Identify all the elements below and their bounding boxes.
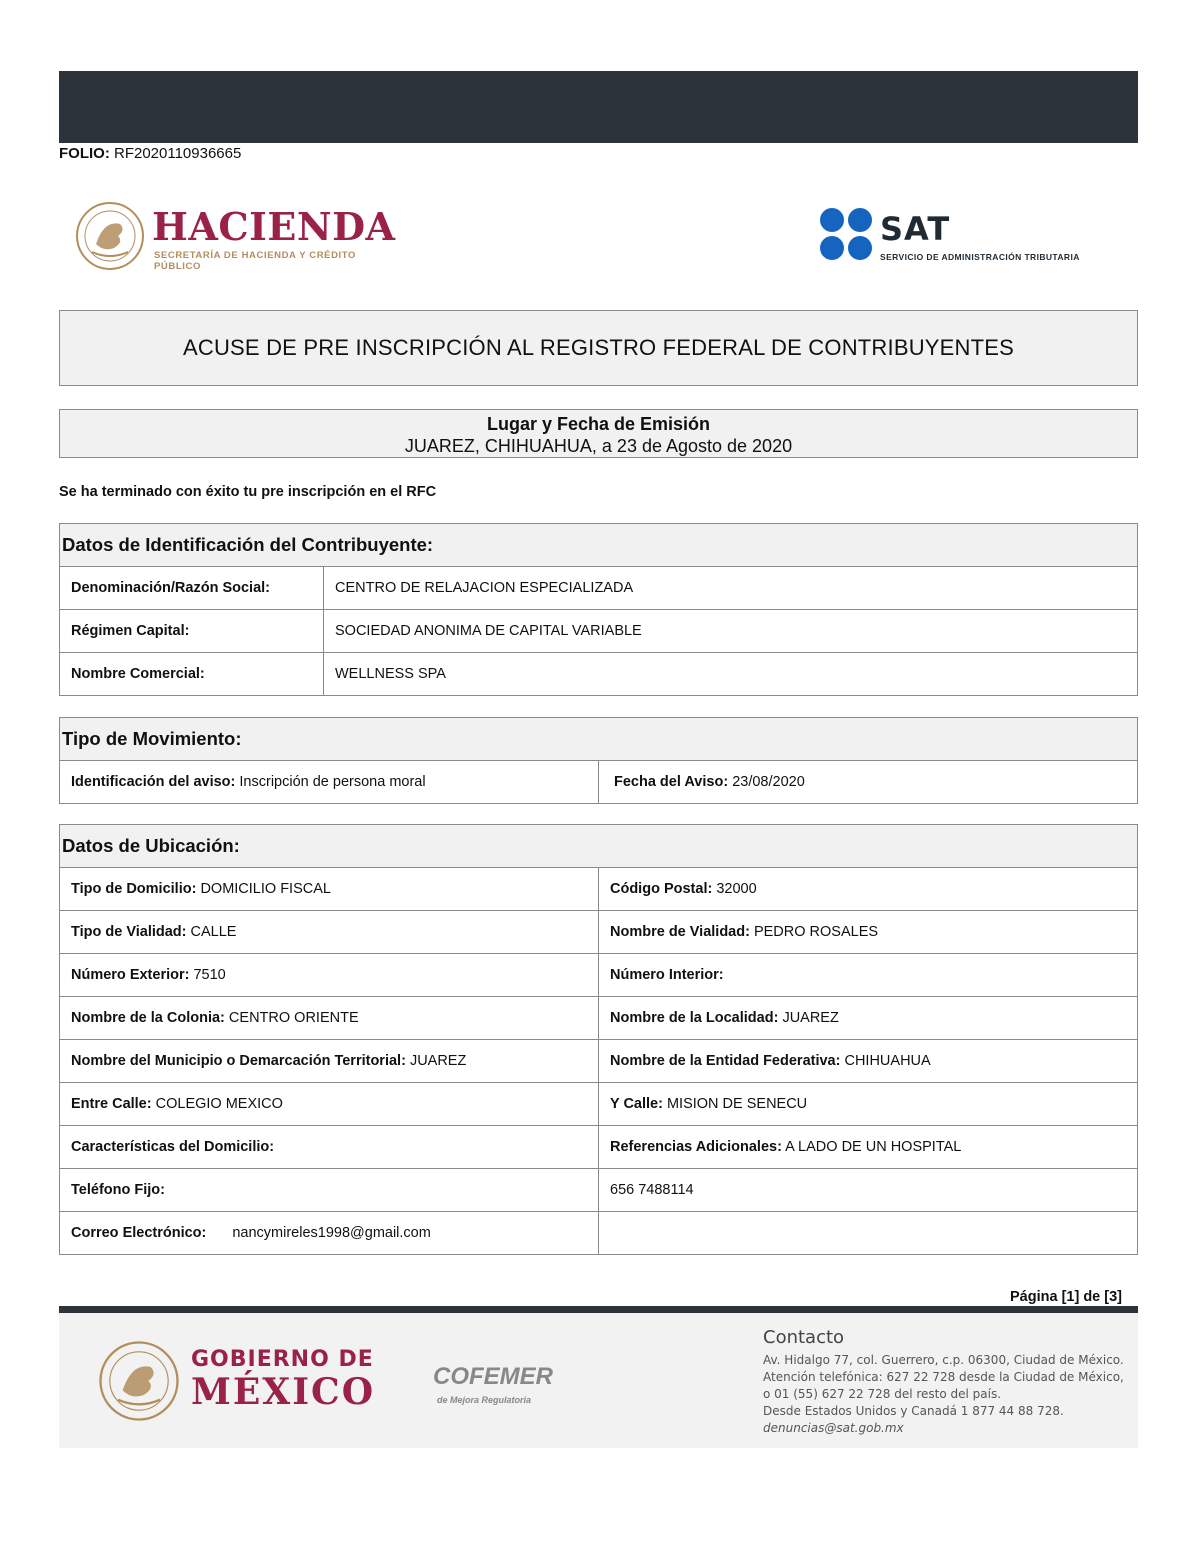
contacto-line: Atención telefónica: 627 22 728 desde la Ciudad de México, [763, 1370, 1124, 1384]
referencias-label: Referencias Adicionales: [610, 1139, 782, 1155]
gobierno-title: GOBIERNO DE [191, 1347, 374, 1372]
y-calle-label: Y Calle: [610, 1096, 663, 1112]
lugar-fecha-box [59, 409, 1138, 458]
caracteristicas-cell [60, 1126, 599, 1169]
fecha-aviso-cell [599, 761, 1138, 804]
nombre-vialidad-value: PEDRO ROSALES [753, 924, 879, 940]
identificacion-heading: Datos de Identificación del Contribuyente: [60, 524, 1138, 567]
row-label: Denominación/Razón Social: [60, 567, 324, 610]
document-title: ACUSE DE PRE INSCRIPCIÓN AL REGISTRO FEDERAL DE CONTRIBUYENTES [59, 310, 1138, 386]
aviso-value: Inscripción de persona moral [239, 774, 426, 790]
caracteristicas-label: Características del Domicilio: [71, 1139, 275, 1155]
contacto-email[interactable]: denuncias@sat.gob.mx [763, 1421, 904, 1435]
ubicacion-heading: Datos de Ubicación: [60, 825, 1138, 868]
table-row [60, 1040, 1138, 1083]
table-row [60, 761, 1138, 804]
tipo-domicilio-cell [60, 868, 599, 911]
nombre-vialidad-label: Nombre de Vialidad: [610, 924, 750, 940]
entre-calle-label: Entre Calle: [71, 1096, 152, 1112]
table-row [60, 1169, 1138, 1212]
table-row [60, 911, 1138, 954]
municipio-label: Nombre del Municipio o Demarcación Territorial: [71, 1053, 406, 1069]
sat-subtitle: SERVICIO DE ADMINISTRACIÓN TRIBUTARIA [880, 252, 1080, 262]
aviso-cell [60, 761, 599, 804]
contacto-title: Contacto [763, 1327, 845, 1348]
nombre-vialidad-cell [599, 911, 1138, 954]
row-label: Régimen Capital: [60, 610, 324, 653]
identificacion-table [59, 523, 1138, 696]
cp-value: 32000 [716, 881, 757, 897]
tipo-domicilio-label: Tipo de Domicilio: [71, 881, 197, 897]
table-row [60, 653, 1138, 696]
correo-value: nancymireles1998@gmail.com [232, 1225, 431, 1241]
municipio-cell [60, 1040, 599, 1083]
tipo-vialidad-value: CALLE [190, 924, 237, 940]
localidad-label: Nombre de la Localidad: [610, 1010, 779, 1026]
mexico-coat-of-arms-icon [97, 1339, 181, 1423]
mexico-title: MÉXICO [191, 1371, 376, 1413]
municipio-value: JUAREZ [409, 1053, 467, 1069]
sat-dots-icon [818, 206, 874, 262]
footer [59, 1313, 1138, 1448]
sat-title: SAT [880, 210, 951, 248]
colonia-label: Nombre de la Colonia: [71, 1010, 225, 1026]
table-row [60, 954, 1138, 997]
tipo-vialidad-cell [60, 911, 599, 954]
cofemer-logo: COFEMER [433, 1363, 553, 1390]
cp-label: Código Postal: [610, 881, 713, 897]
row-label: Nombre Comercial: [60, 653, 324, 696]
folio-label: FOLIO: [59, 145, 110, 162]
entre-calle-value: COLEGIO MEXICO [155, 1096, 283, 1112]
cp-cell [599, 868, 1138, 911]
fecha-aviso-value: 23/08/2020 [732, 774, 805, 790]
page-number: Página [1] de [3] [1010, 1289, 1122, 1305]
folio-value: RF2020110936665 [114, 145, 242, 162]
row-value: SOCIEDAD ANONIMA DE CAPITAL VARIABLE [324, 610, 1138, 653]
entidad-label: Nombre de la Entidad Federativa: [610, 1053, 841, 1069]
table-row [60, 1083, 1138, 1126]
tipo-domicilio-value: DOMICILIO FISCAL [200, 881, 331, 897]
correo-label: Correo Electrónico: [71, 1225, 207, 1241]
hacienda-title: HACIENDA [152, 204, 396, 249]
row-value: WELLNESS SPA [324, 653, 1138, 696]
table-row [60, 868, 1138, 911]
row-value: CENTRO DE RELAJACION ESPECIALIZADA [324, 567, 1138, 610]
y-calle-cell [599, 1083, 1138, 1126]
table-row [60, 997, 1138, 1040]
localidad-value: JUAREZ [782, 1010, 839, 1026]
aviso-label: Identificación del aviso: [71, 774, 236, 790]
num-ext-label: Número Exterior: [71, 967, 190, 983]
empty-cell [599, 1212, 1138, 1255]
table-row [60, 567, 1138, 610]
table-row [60, 1126, 1138, 1169]
contacto-line: Desde Estados Unidos y Canadá 1 877 44 88 728. [763, 1404, 1064, 1418]
contacto-line: o 01 (55) 627 22 728 del resto del país. [763, 1387, 1002, 1401]
referencias-cell [599, 1126, 1138, 1169]
entre-calle-cell [60, 1083, 599, 1126]
correo-cell [60, 1212, 599, 1255]
folio [59, 145, 241, 162]
sat-logo [818, 206, 1088, 266]
num-int-cell [599, 954, 1138, 997]
movimiento-heading: Tipo de Movimiento: [60, 718, 1138, 761]
lugar-value: JUAREZ, CHIHUAHUA, a 23 de Agosto de 2020 [404, 436, 793, 456]
header-bar [59, 71, 1138, 143]
telefono-value: 656 7488114 [599, 1169, 1138, 1212]
localidad-cell [599, 997, 1138, 1040]
fecha-aviso-label: Fecha del Aviso: [614, 774, 729, 790]
table-row [60, 610, 1138, 653]
colonia-cell [60, 997, 599, 1040]
lugar-heading: Lugar y Fecha de Emisión [486, 414, 711, 434]
contacto-line: Av. Hidalgo 77, col. Guerrero, c.p. 06300, Ciudad de México. [763, 1353, 1124, 1367]
entidad-cell [599, 1040, 1138, 1083]
hacienda-subtitle: SECRETARÍA DE HACIENDA Y CRÉDITO PÚBLICO [154, 250, 357, 272]
num-ext-value: 7510 [193, 967, 226, 983]
colonia-value: CENTRO ORIENTE [228, 1010, 359, 1026]
num-int-label: Número Interior: [610, 967, 724, 983]
success-message: Se ha terminado con éxito tu pre inscripción en el RFC [59, 484, 437, 500]
hacienda-logo [74, 200, 404, 272]
y-calle-value: MISION DE SENECU [666, 1096, 808, 1112]
num-ext-cell [60, 954, 599, 997]
footer-bar [59, 1306, 1138, 1313]
telefono-label: Teléfono Fijo: [60, 1169, 599, 1212]
movimiento-table [59, 717, 1138, 804]
table-row [60, 1212, 1138, 1255]
tipo-vialidad-label: Tipo de Vialidad: [71, 924, 187, 940]
mexico-coat-of-arms-icon [74, 200, 146, 272]
referencias-value: A LADO DE UN HOSPITAL [785, 1139, 962, 1155]
entidad-value: CHIHUAHUA [844, 1053, 931, 1069]
ubicacion-table [59, 824, 1138, 1255]
cofemer-subtitle: de Mejora Regulatoria [437, 1395, 532, 1405]
